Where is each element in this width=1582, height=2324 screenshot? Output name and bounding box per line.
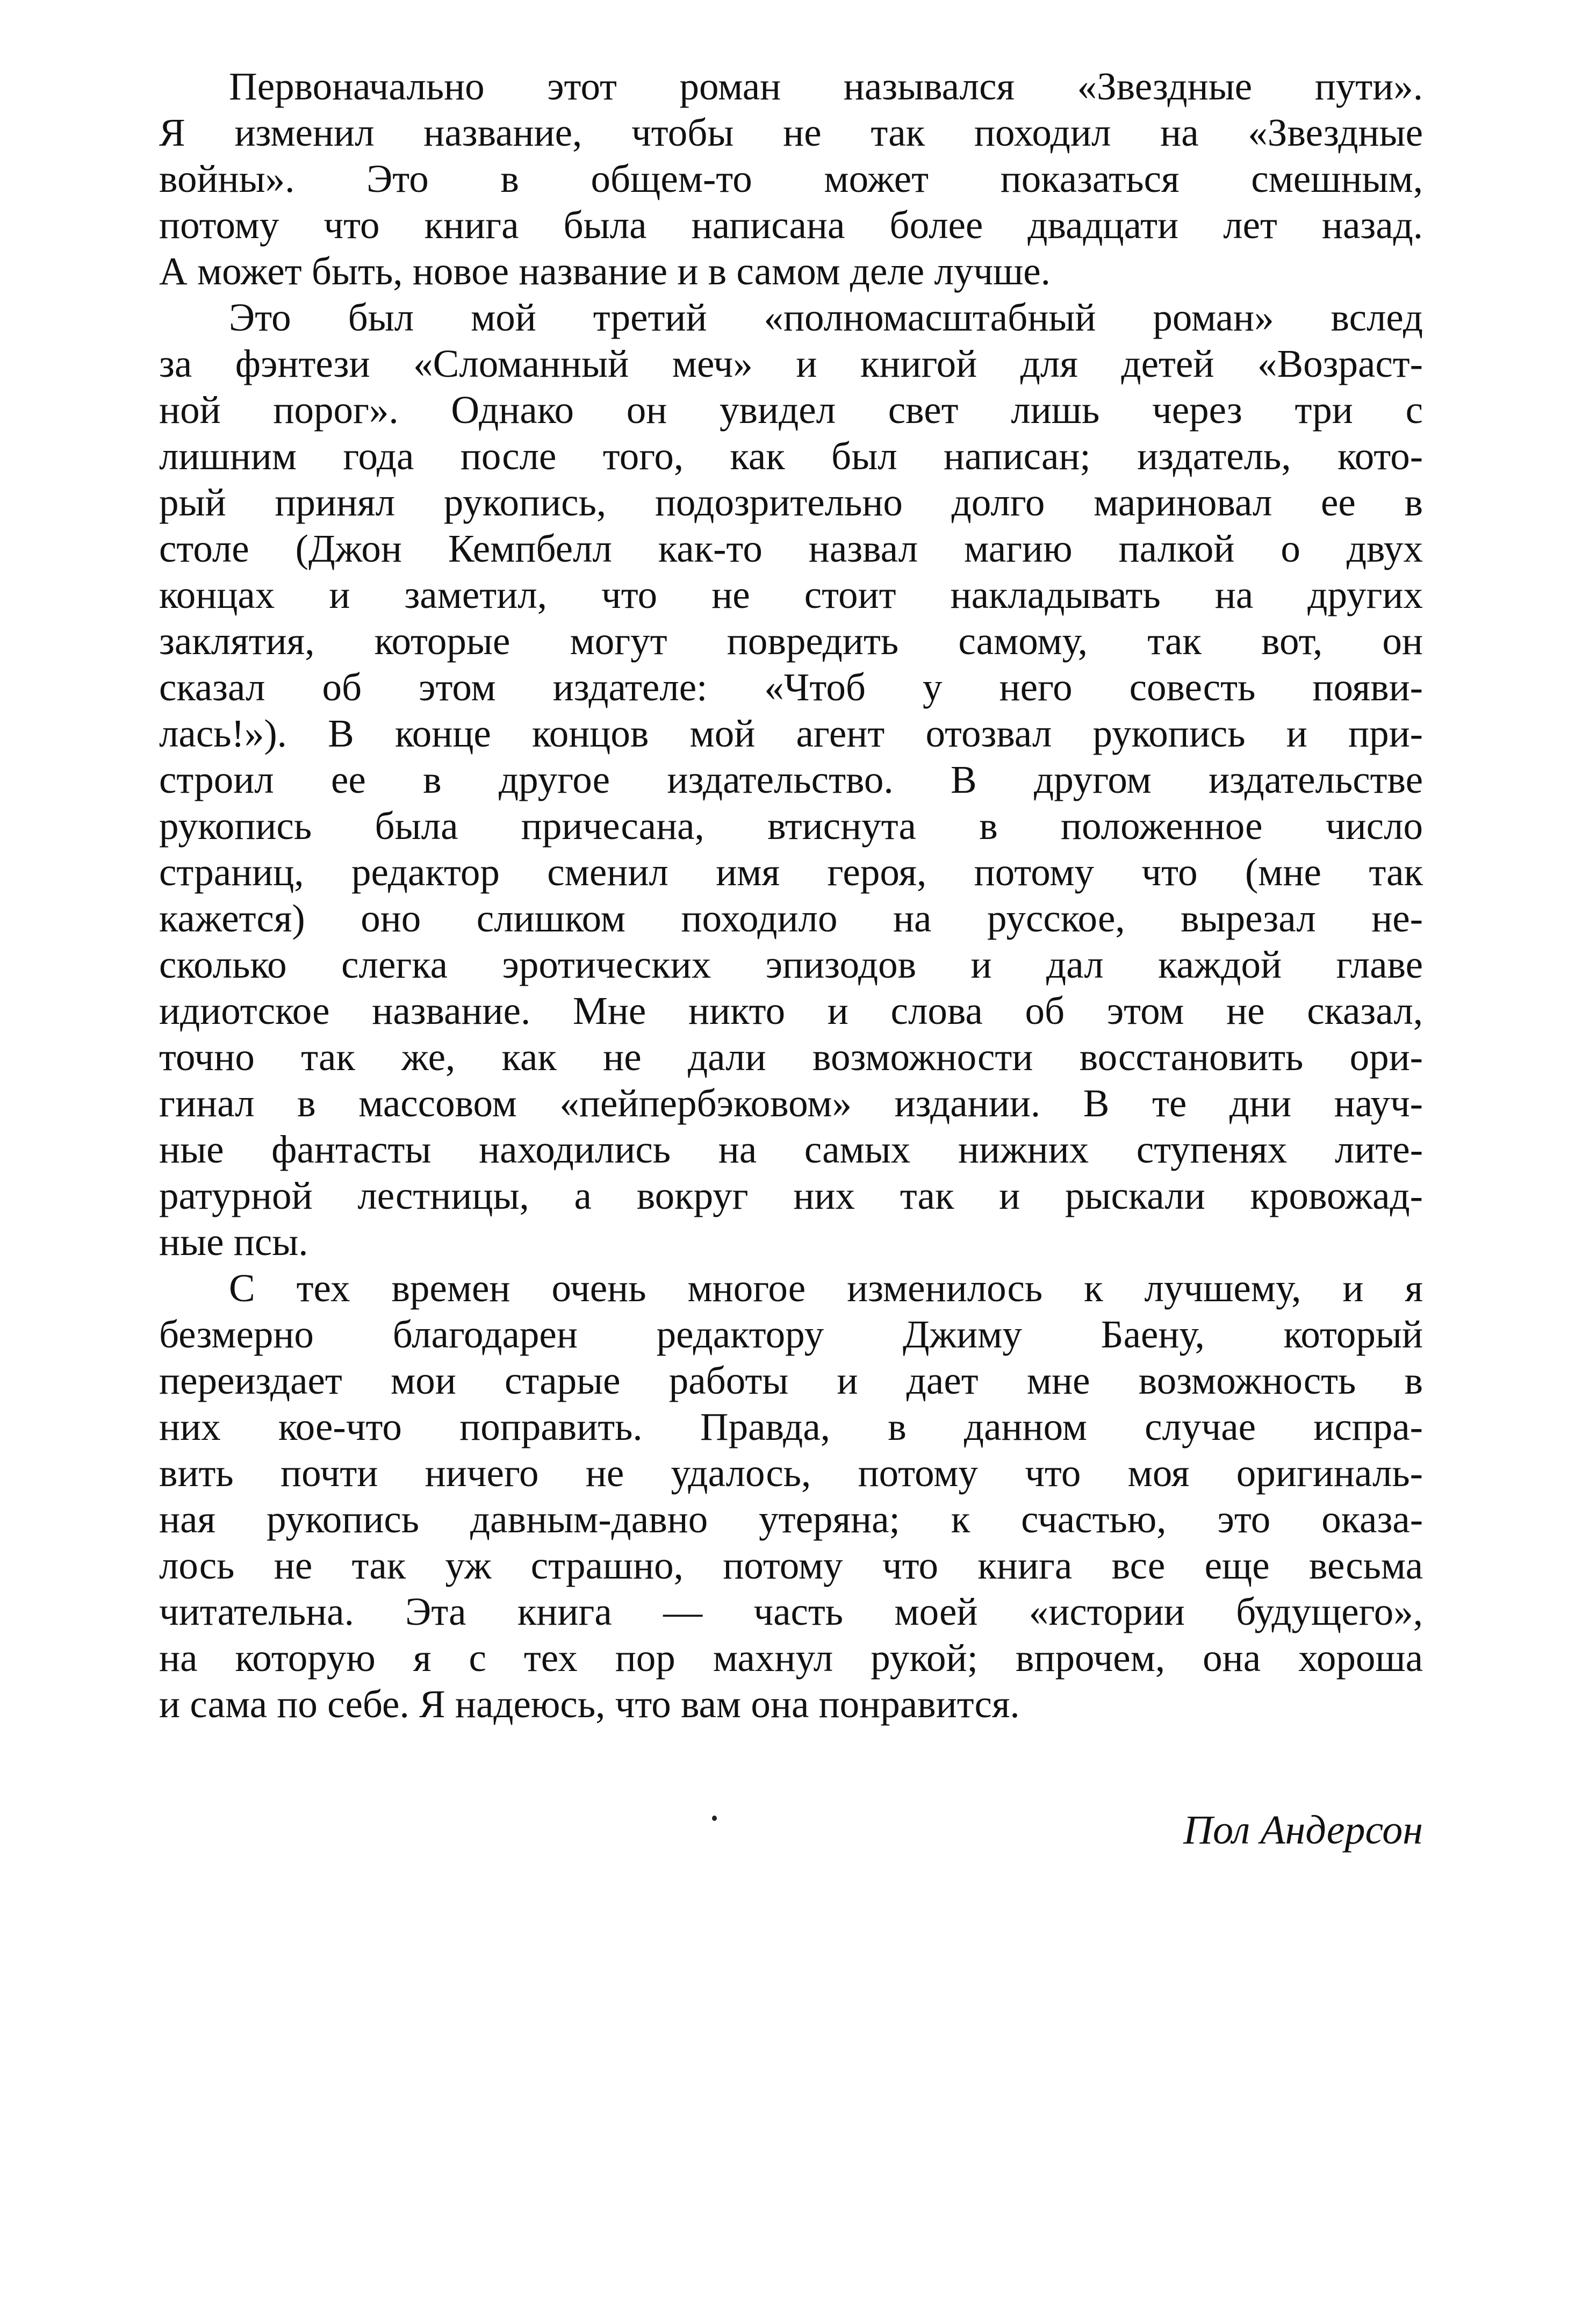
text-line: столе (Джон Кемпбелл как-то назвал магию палкой о двух: [159, 527, 1423, 570]
text-line: рый принял рукопись, подозрительно долго мариновал ее в: [159, 480, 1423, 524]
print-speck: [712, 1816, 717, 1821]
text-line: них кое-что поправить. Правда, в данном случае испра-: [159, 1405, 1423, 1448]
text-line: ратурной лестницы, а вокруг них так и рыскали кровожад-: [159, 1174, 1423, 1217]
text-line: лось не так уж страшно, потому что книга все еще весьма: [159, 1544, 1423, 1587]
text-line: сколько слегка эротических эпизодов и дал каждой главе: [159, 943, 1423, 986]
text-line: С тех времен очень многое изменилось к лучшему, и я: [229, 1266, 1423, 1310]
text-line: кажется) оно слишком походило на русское, вырезал не-: [159, 896, 1423, 940]
text-line: Это был мой третий «полномасштабный роман» вслед: [229, 296, 1423, 339]
text-line: ные фантасты находились на самых нижних ступенях лите-: [159, 1128, 1423, 1171]
text-line: гинал в массовом «пейпербэковом» издании. В те дни науч-: [159, 1081, 1423, 1125]
author-signature: Пол Андерсон: [1183, 1807, 1423, 1853]
text-line: вить почти ничего не удалось, потому что моя оригиналь-: [159, 1451, 1423, 1495]
text-line: Я изменил название, чтобы не так походил на «Звездные: [159, 111, 1423, 154]
text-line: лась!»). В конце концов мой агент отозвал рукопись и при-: [159, 712, 1423, 755]
text-line: рукопись была причесана, втиснута в положенное число: [159, 804, 1423, 848]
text-line: безмерно благодарен редактору Джиму Баену, который: [159, 1312, 1423, 1356]
text-line: переиздает мои старые работы и дает мне возможность в: [159, 1359, 1423, 1402]
text-line: заклятия, которые могут повредить самому, так вот, он: [159, 619, 1423, 663]
text-line: концах и заметил, что не стоит накладывать на других: [159, 573, 1423, 616]
text-line: читательна. Эта книга — часть моей «истории будущего»,: [159, 1590, 1423, 1633]
text-line: на которую я с тех пор махнул рукой; впрочем, она хороша: [159, 1636, 1423, 1680]
text-line: ной порог». Однако он увидел свет лишь через три с: [159, 388, 1423, 432]
text-line: идиотское название. Мне никто и слова об этом не сказал,: [159, 989, 1423, 1032]
text-line: страниц, редактор сменил имя героя, потому что (мне так: [159, 850, 1423, 894]
document-page: [159, 63, 1423, 1727]
paragraph: [159, 295, 1423, 1265]
text-line: войны». Это в общем-то может показаться смешным,: [159, 157, 1423, 200]
text-line: строил ее в другое издательство. В другом издательстве: [159, 758, 1423, 801]
text-line: А может быть, новое название и в самом деле лучше.: [159, 249, 1051, 293]
text-line: сказал об этом издателе: «Чтоб у него совесть появи-: [159, 665, 1423, 709]
text-line: ная рукопись давным-давно утеряна; к счастью, это оказа-: [159, 1497, 1423, 1541]
text-line: за фэнтези «Сломанный меч» и книгой для детей «Возраст-: [159, 342, 1423, 385]
paragraph: [159, 1265, 1423, 1727]
text-line: и сама по себе. Я надеюсь, что вам она понравится.: [159, 1682, 1020, 1726]
text-line: точно так же, как не дали возможности восстановить ори-: [159, 1035, 1423, 1079]
text-line: ные псы.: [159, 1220, 308, 1264]
text-line: потому что книга была написана более двадцати лет назад.: [159, 203, 1423, 247]
text-line: лишним года после того, как был написан; издатель, кото-: [159, 434, 1423, 478]
text-line: Первоначально этот роман назывался «Звездные пути».: [229, 64, 1423, 108]
paragraph: [159, 63, 1423, 295]
